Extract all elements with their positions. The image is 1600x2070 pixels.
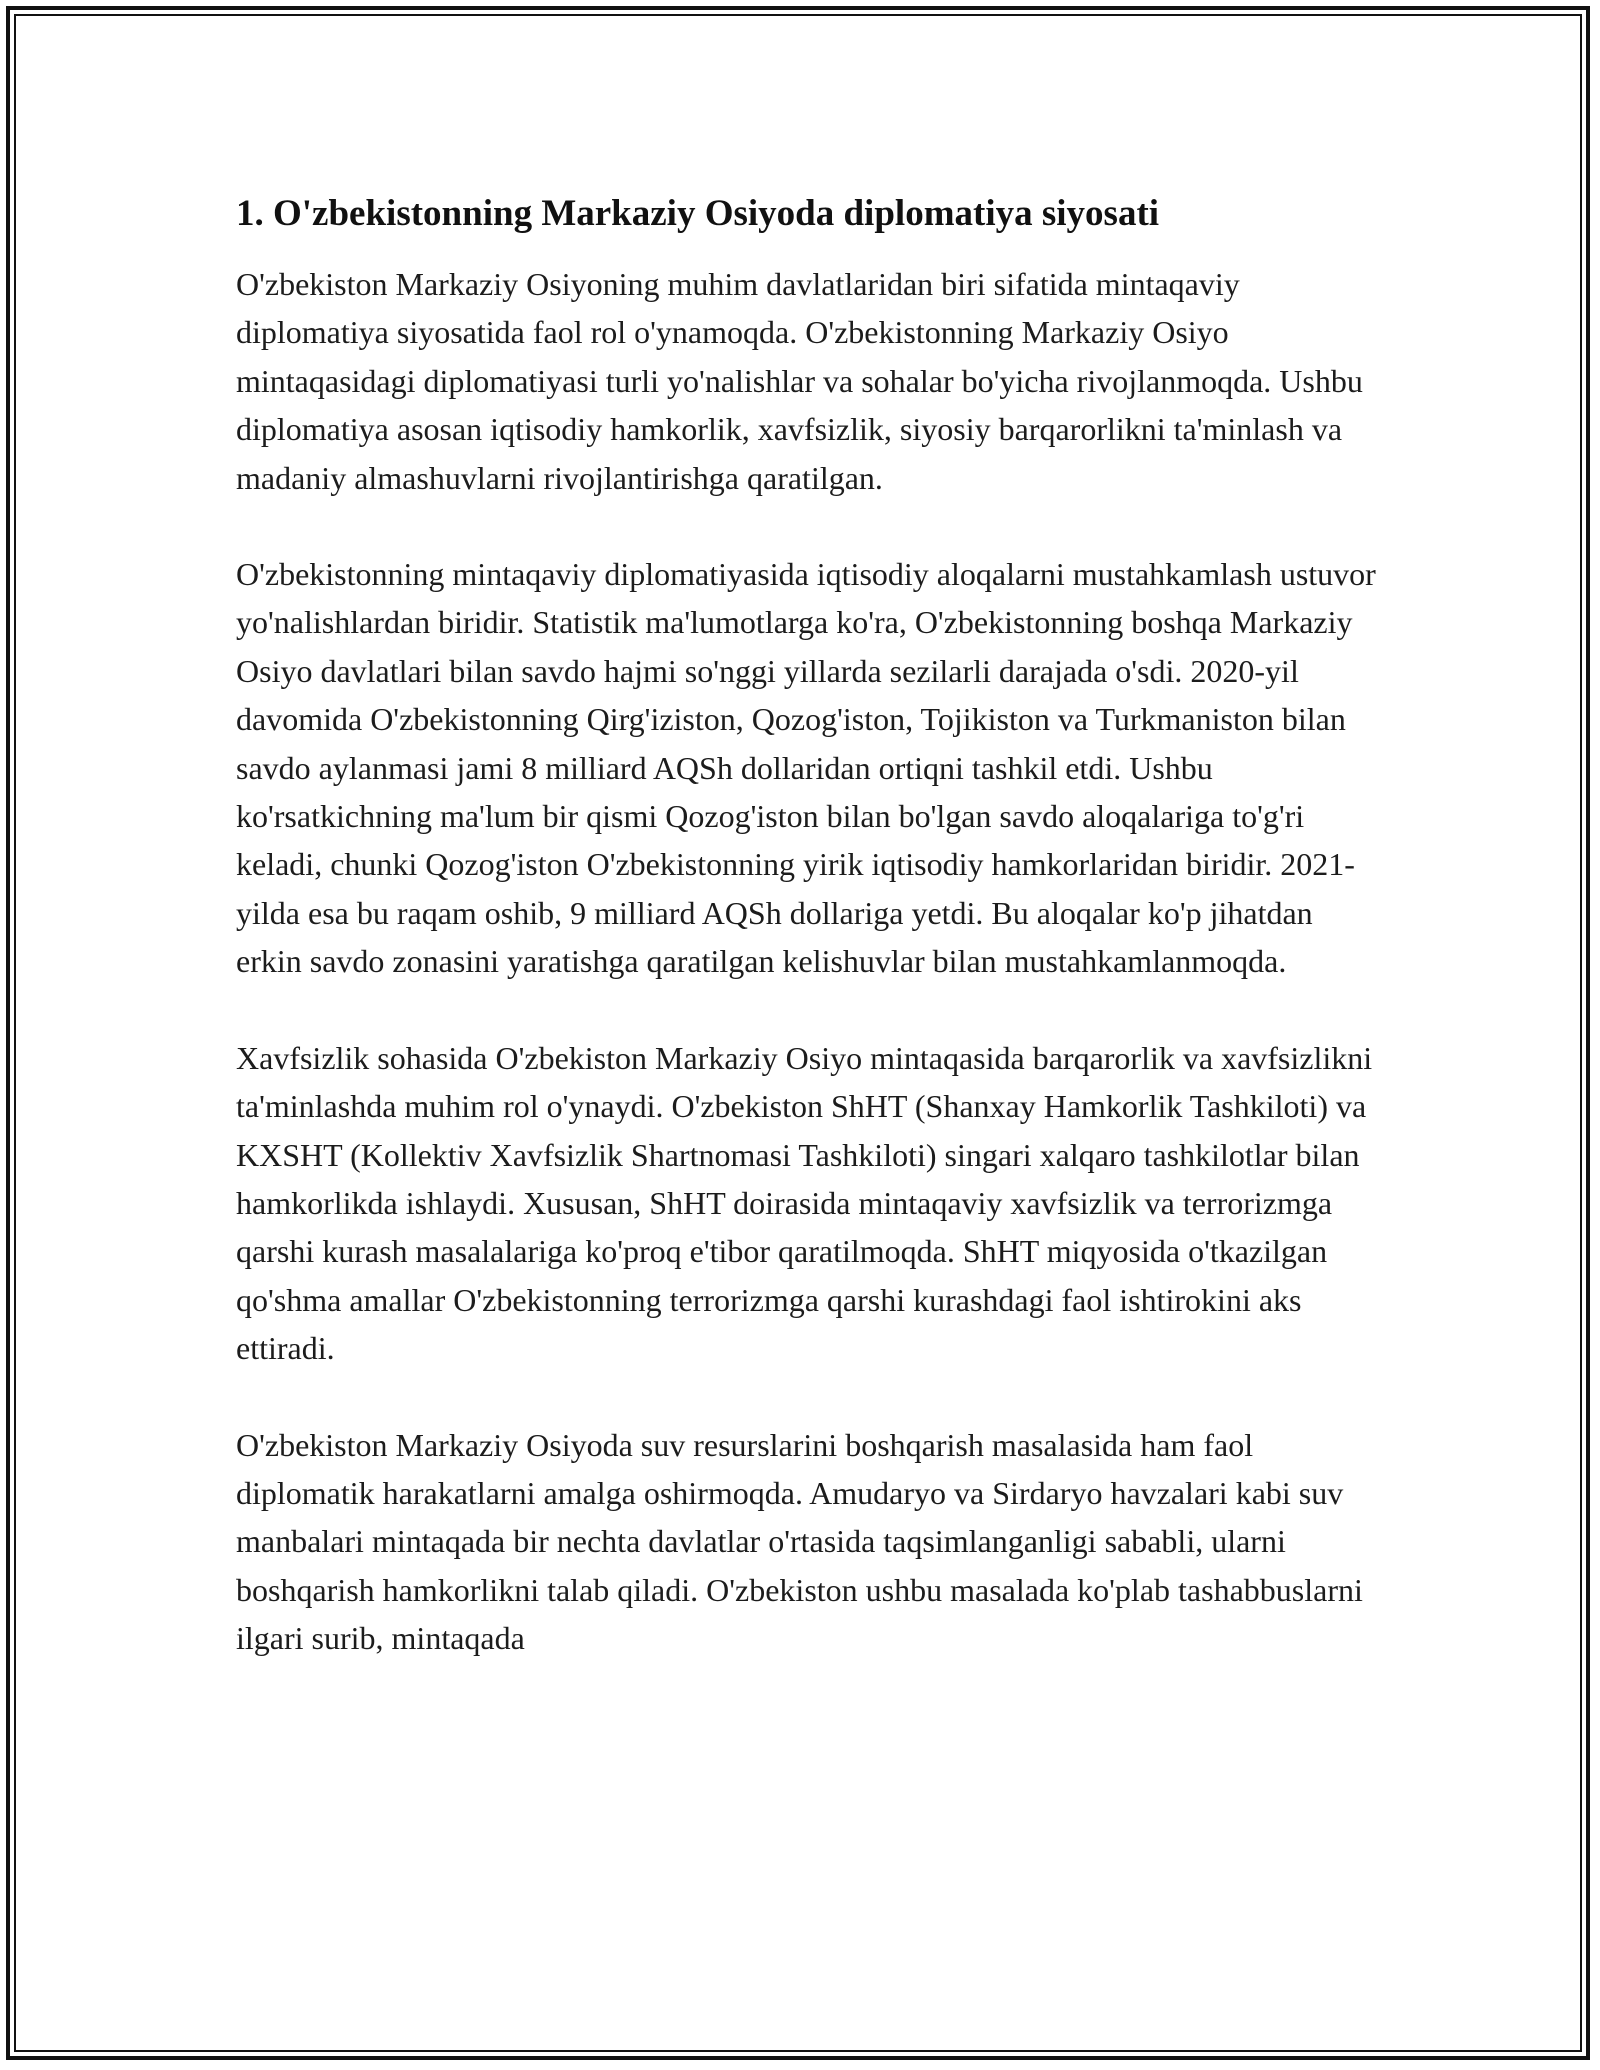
paragraph-intro: O'zbekiston Markaziy Osiyoning muhim davlatlaridan biri sifatida mintaqaviy diplomatiya siyosatida faol rol o'ynamoqda. O'zbekistonning Markaziy Osiyo mintaqasidagi diplomatiyasi turli yo'nalishlar va sohalar bo'yicha rivojlanmoqda. Ushbu diplomatiya asosan iqtisodiy hamkorlik, xavfsizlik, siyosiy barqarorlikni ta'minlash va madaniy almashuvlarni rivojlantirishga qaratilgan.	[236, 266, 1363, 496]
paragraph-water-resources: O'zbekiston Markaziy Osiyoda suv resurslarini boshqarish masalasida ham faol diplomatik harakatlarni amalga oshirmoqda. Amudaryo va Sirdaryo havzalari kabi suv manbalari mintaqada bir nechta davlatlar o'rtasida taqsimlanganligi sababli, ularni boshqarish hamkorlikni talab qiladi. O'zbekiston ushbu masalada ko'plab tashabbuslarni ilgari surib, mintaqada	[236, 1426, 1363, 1657]
document-body	[236, 186, 1376, 1663]
paragraph-security: Xavfsizlik sohasida O'zbekiston Markaziy Osiyo mintaqasida barqarorlik va xavfsizlikni ta'minlashda muhim rol o'ynaydi. O'zbekiston ShHT (Shanxay Hamkorlik Tashkiloti) va KXSHT (Kollektiv Xavfsizlik Shartnomasi Tashkiloti) singari xalqaro tashkilotlar bilan hamkorlikda ishlaydi. Xususan, ShHT doirasida mintaqaviy xavfsizlik va terrorizmga qarshi kurash masalalariga ko'proq e'tibor qaratilmoqda. ShHT miqyosida o'tkazilgan qo'shma amallar O'zbekistonning terrorizmga qarshi kurashdagi faol ishtirokini aks ettiradi.	[236, 1039, 1373, 1367]
paragraph-economy: O'zbekistonning mintaqaviy diplomatiyasida iqtisodiy aloqalarni mustahkamlash ustuvor yo'nalishlardan biridir. Statistik ma'lumotlarga ko'ra, O'zbekistonning boshqa Markaziy Osiyo davlatlari bilan savdo hajmi so'nggi yillarda sezilarli darajada o'sdi. 2020-yil davomida O'zbekistonning Qirg'iziston, Qozog'iston, Tojikiston va Turkmaniston bilan savdo aylanmasi jami 8 milliard AQSh dollaridan ortiqni tashkil etdi. Ushbu ko'rsatkichning ma'lum bir qismi Qozog'iston bilan bo'lgan savdo aloqalariga to'g'ri keladi, chunki Qozog'iston O'zbekistonning yirik iqtisodiy hamkorlaridan biridir. 2021-yilda esa bu raqam oshib, 9 milliard AQSh dollariga yetdi. Bu aloqalar ko'p jihatdan erkin savdo zonasini yaratishga qaratilgan kelishuvlar bilan mustahkamlanmoqda.	[236, 556, 1376, 980]
section-heading: 1. O'zbekistonning Markaziy Osiyoda diplomatiya siyosati	[236, 193, 1160, 234]
